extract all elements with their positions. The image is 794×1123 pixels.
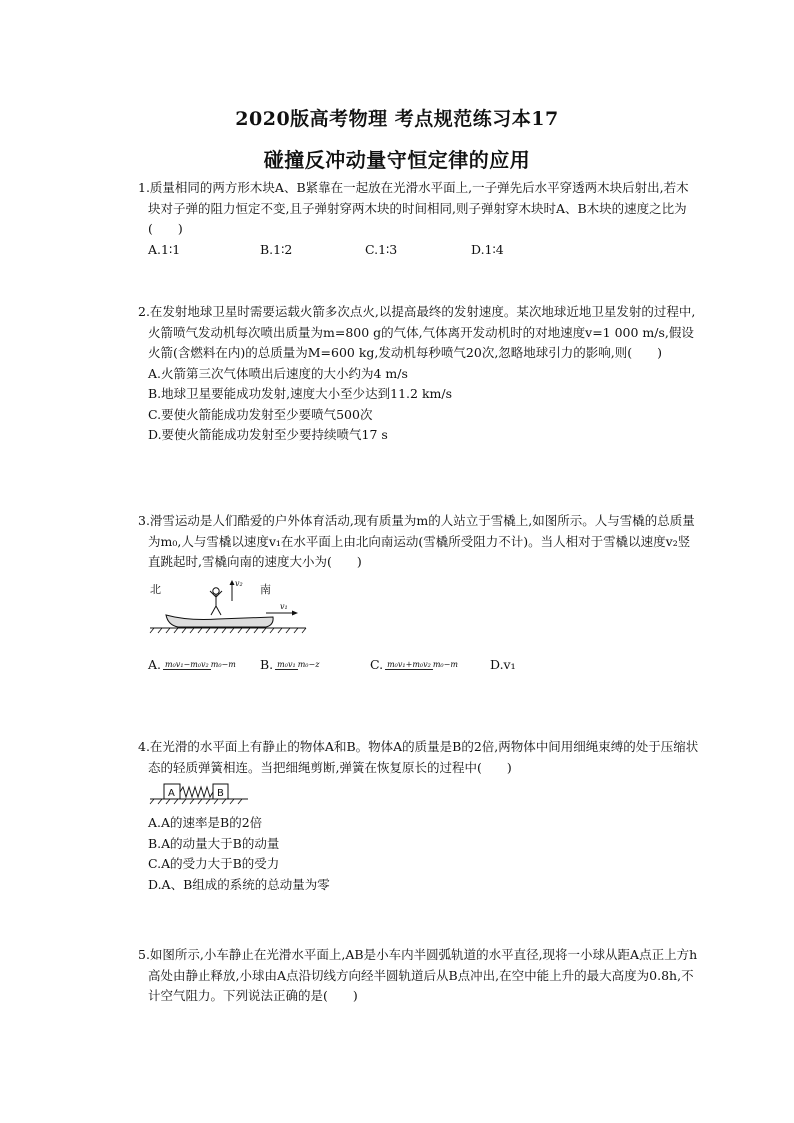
svg-text:B: B xyxy=(217,788,224,799)
question-2-stem: 2.在发射地球卫星时需要运载火箭多次点火,以提高最终的发射速度。某次地球近地卫星发射的过程中,火箭喷气发动机每次喷出质量为m=800 g的气体,气体离开发动机时的对地速度v=1 000 m/s,假设火箭(含燃料在内)的总质量为M=600 kg,发动机每秒喷气20次,忽略地球引力的影响,则( ) xyxy=(138,304,696,360)
question-5-stem: 5.如图所示,小车静止在光滑水平面上,AB是小车内半圆弧轨道的水平直径,现将一小球从距A点正上方h高处由静止释放,小球由A点沿切线方向经半圆轨道后从B点冲出,在空中能上升的最大高度为0.8h,不计空气阻力。下列说法正确的是( ) xyxy=(138,947,698,1003)
option-d: D.1∶4 xyxy=(471,241,504,257)
sled-shape xyxy=(166,615,273,627)
sled-figure xyxy=(148,577,308,639)
option-d: D.要使火箭能成功发射至少要持续喷气17 s xyxy=(148,427,388,442)
arrow-right-icon xyxy=(292,610,298,615)
question-1-stem: 1.质量相同的两方形木块A、B紧靠在一起放在光滑水平面上,一子弹先后水平穿透两木块后射出,若木块对子弹的阻力恒定不变,且子弹射穿两木块的时间相同,则子弹射穿木块时A、B木块的速度之比为( ) xyxy=(138,180,689,236)
option-d: D.v₁ xyxy=(490,656,516,672)
question-3 xyxy=(120,511,700,675)
option-b: B. m₀v₁ m₀−z xyxy=(260,656,320,672)
v1-label: v₁ xyxy=(280,601,288,611)
option-d: D.A、B组成的系统的总动量为零 xyxy=(148,876,330,892)
arrow-up-icon xyxy=(230,580,235,585)
option-b: B.1∶2 xyxy=(260,241,293,257)
spring-blocks-figure xyxy=(148,781,258,807)
question-4 xyxy=(120,737,700,895)
option-a: A. m₀v₁−m₀v₂ m₀−m xyxy=(148,656,236,672)
question-2 xyxy=(120,302,700,446)
option-b: B.A的动量大于B的动量 xyxy=(148,835,280,851)
option-a: A.火箭第三次气体喷出后速度的大小约为4 m/s xyxy=(148,365,408,381)
question-1-options xyxy=(120,240,700,261)
question-5 xyxy=(120,945,700,1007)
question-3-stem: 3.滑雪运动是人们酷爱的户外体育活动,现有质量为m的人站立于雪橇上,如图所示。人与雪橇的总质量为m₀,人与雪橇以速度v₁在水平面上由北向南运动(雪橇所受阻力不计)。当人相对于雪橇以速度v₂竖直跳起时,雪橇向南的速度大小为( ) xyxy=(138,513,695,569)
option-a: A.A的速率是B的2倍 xyxy=(148,815,263,830)
option-a: A.1∶1 xyxy=(148,241,181,257)
v2-label: v₂ xyxy=(235,578,243,588)
question-4-stem: 4.在光滑的水平面上有静止的物体A和B。物体A的质量是B的2倍,两物体中间用细绳束缚的处于压缩状态的轻质弹簧相连。当把细绳剪断,弹簧在恢复原长的过程中( ) xyxy=(138,739,699,775)
option-b: B.地球卫星要能成功发射,速度大小至少达到11.2 km/s xyxy=(148,386,452,401)
question-1 xyxy=(120,178,700,260)
north-label: 北 xyxy=(150,582,161,596)
question-3-options xyxy=(120,655,700,676)
ground-hatching xyxy=(150,628,306,633)
title: 2020版高考物理 考点规范练习本17 xyxy=(235,108,559,130)
spring-shape xyxy=(180,787,213,797)
option-c: C.A的受力大于B的受力 xyxy=(148,856,280,871)
option-c: C. m₀v₁+m₀v₂ m₀−m xyxy=(370,656,458,672)
subtitle: 碰撞反冲动量守恒定律的应用 xyxy=(263,148,531,172)
south-label: 南 xyxy=(260,582,271,596)
option-c: C.要使火箭能成功发射至少要喷气500次 xyxy=(148,406,373,422)
svg-text:A: A xyxy=(168,788,175,799)
person-icon xyxy=(210,587,222,614)
option-c: C.1∶3 xyxy=(365,241,398,257)
